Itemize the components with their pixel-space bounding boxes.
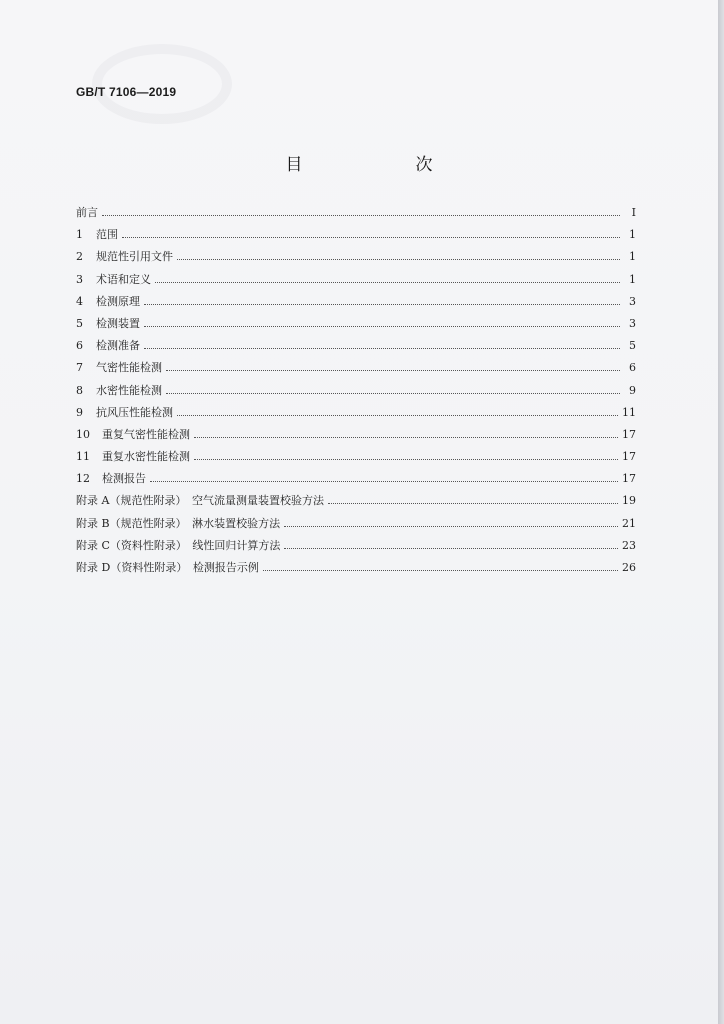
toc-entry-title: 重复气密性能检测 bbox=[102, 427, 190, 441]
toc-entry-title: 重复水密性能检测 bbox=[102, 450, 190, 464]
toc-dot-leader bbox=[177, 259, 620, 260]
toc-dot-leader bbox=[328, 503, 618, 504]
toc-entry-9[interactable] bbox=[76, 404, 636, 426]
toc-entry-title: 附录 A（规范性附录） 空气流量测量装置校验方法 bbox=[76, 494, 324, 508]
toc-entry-page: 1 bbox=[629, 250, 636, 264]
toc-entry-number: 6 bbox=[76, 339, 83, 353]
toc-entry-number: 7 bbox=[76, 361, 83, 375]
standard-code: GB/T 7106—2019 bbox=[76, 85, 177, 99]
toc-entry-title: 检测准备 bbox=[96, 339, 140, 353]
toc-entry-1[interactable] bbox=[76, 226, 636, 248]
toc-dot-leader bbox=[144, 326, 620, 327]
toc-entry-number: 11 bbox=[76, 450, 90, 464]
toc-dot-leader bbox=[122, 237, 620, 238]
page-edge bbox=[718, 0, 724, 1024]
toc-entry-title: 检测报告 bbox=[102, 472, 146, 486]
toc-entry-appendix-c[interactable] bbox=[76, 537, 636, 559]
toc-entry-8[interactable] bbox=[76, 382, 636, 404]
toc-dot-leader bbox=[263, 570, 618, 571]
toc-dot-leader bbox=[177, 415, 618, 416]
toc-entry-number: 4 bbox=[76, 294, 83, 308]
toc-entry-6[interactable] bbox=[76, 337, 636, 359]
toc-dot-leader bbox=[144, 304, 620, 305]
toc-entry-title: 抗风压性能检测 bbox=[96, 405, 173, 419]
toc-entry-title: 附录 D（资料性附录） 检测报告示例 bbox=[76, 561, 259, 574]
toc-entry-number: 2 bbox=[76, 250, 83, 264]
toc-entry-7[interactable] bbox=[76, 359, 636, 381]
toc-entry-11[interactable] bbox=[76, 448, 636, 470]
toc-entry-number: 9 bbox=[76, 405, 83, 419]
toc-entry-page: 1 bbox=[629, 272, 636, 286]
toc-entry-number: 5 bbox=[76, 316, 83, 330]
toc-entry-5[interactable] bbox=[76, 315, 636, 337]
toc-entry-title: 检测原理 bbox=[96, 294, 140, 308]
toc-entry-title: 规范性引用文件 bbox=[96, 250, 173, 264]
toc-entry-title: 附录 C（资料性附录） 线性回归计算方法 bbox=[76, 538, 281, 552]
toc-entry-title: 范围 bbox=[96, 228, 118, 242]
toc-dot-leader bbox=[150, 481, 618, 482]
toc-entry-page: 3 bbox=[629, 294, 636, 308]
toc-entry-page: Ⅰ bbox=[631, 206, 636, 219]
toc-entry-number: 3 bbox=[76, 272, 83, 286]
toc-entry-title: 术语和定义 bbox=[96, 272, 151, 286]
toc-entry-number: 12 bbox=[76, 472, 90, 486]
toc-entry-page: 26 bbox=[622, 561, 636, 574]
toc-entry-3[interactable] bbox=[76, 271, 636, 293]
toc-entry-page: 17 bbox=[622, 427, 636, 441]
toc-entry-page: 9 bbox=[629, 383, 636, 397]
toc-dot-leader bbox=[155, 282, 620, 283]
toc-dot-leader bbox=[284, 526, 618, 527]
toc-entry-12[interactable] bbox=[76, 470, 636, 492]
toc-entry-appendix-d[interactable] bbox=[76, 559, 636, 581]
toc-entry-10[interactable] bbox=[76, 426, 636, 448]
toc-entry-4[interactable] bbox=[76, 293, 636, 315]
toc-dot-leader bbox=[166, 370, 620, 371]
toc-entry-page: 17 bbox=[622, 450, 636, 464]
toc-entry-appendix-a[interactable] bbox=[76, 492, 636, 514]
toc-dot-leader bbox=[102, 215, 620, 216]
toc-entry-title: 水密性能检测 bbox=[96, 383, 162, 397]
toc-dot-leader bbox=[144, 348, 620, 349]
toc-entry-title: 气密性能检测 bbox=[96, 361, 162, 375]
toc-entry-title: 检测装置 bbox=[96, 316, 140, 330]
toc-dot-leader bbox=[284, 548, 618, 549]
toc-entry-number: 8 bbox=[76, 383, 83, 397]
toc-entry-page: 1 bbox=[629, 228, 636, 242]
toc-entry-number: 1 bbox=[76, 228, 83, 242]
toc-entry-2[interactable] bbox=[76, 248, 636, 270]
toc-entry-appendix-b[interactable] bbox=[76, 515, 636, 537]
toc-entry-page: 11 bbox=[622, 405, 636, 419]
toc-entry-title: 附录 B（规范性附录） 淋水装置校验方法 bbox=[76, 516, 281, 530]
table-of-contents bbox=[76, 204, 636, 581]
toc-dot-leader bbox=[194, 437, 618, 438]
toc-entry-page: 6 bbox=[629, 361, 636, 375]
toc-entry-title: 前言 bbox=[76, 206, 98, 219]
toc-entry-page: 19 bbox=[622, 494, 636, 508]
toc-title: 目 次 bbox=[285, 155, 481, 175]
toc-entry-page: 23 bbox=[622, 538, 636, 552]
toc-entry-page: 17 bbox=[622, 472, 636, 486]
toc-entry-foreword[interactable] bbox=[76, 204, 636, 226]
toc-entry-number: 10 bbox=[76, 427, 90, 441]
toc-entry-page: 3 bbox=[629, 316, 636, 330]
toc-entry-page: 21 bbox=[622, 516, 636, 530]
toc-dot-leader bbox=[194, 459, 618, 460]
show-through-seal-shape bbox=[92, 44, 232, 124]
toc-entry-page: 5 bbox=[629, 339, 636, 353]
toc-dot-leader bbox=[166, 393, 620, 394]
